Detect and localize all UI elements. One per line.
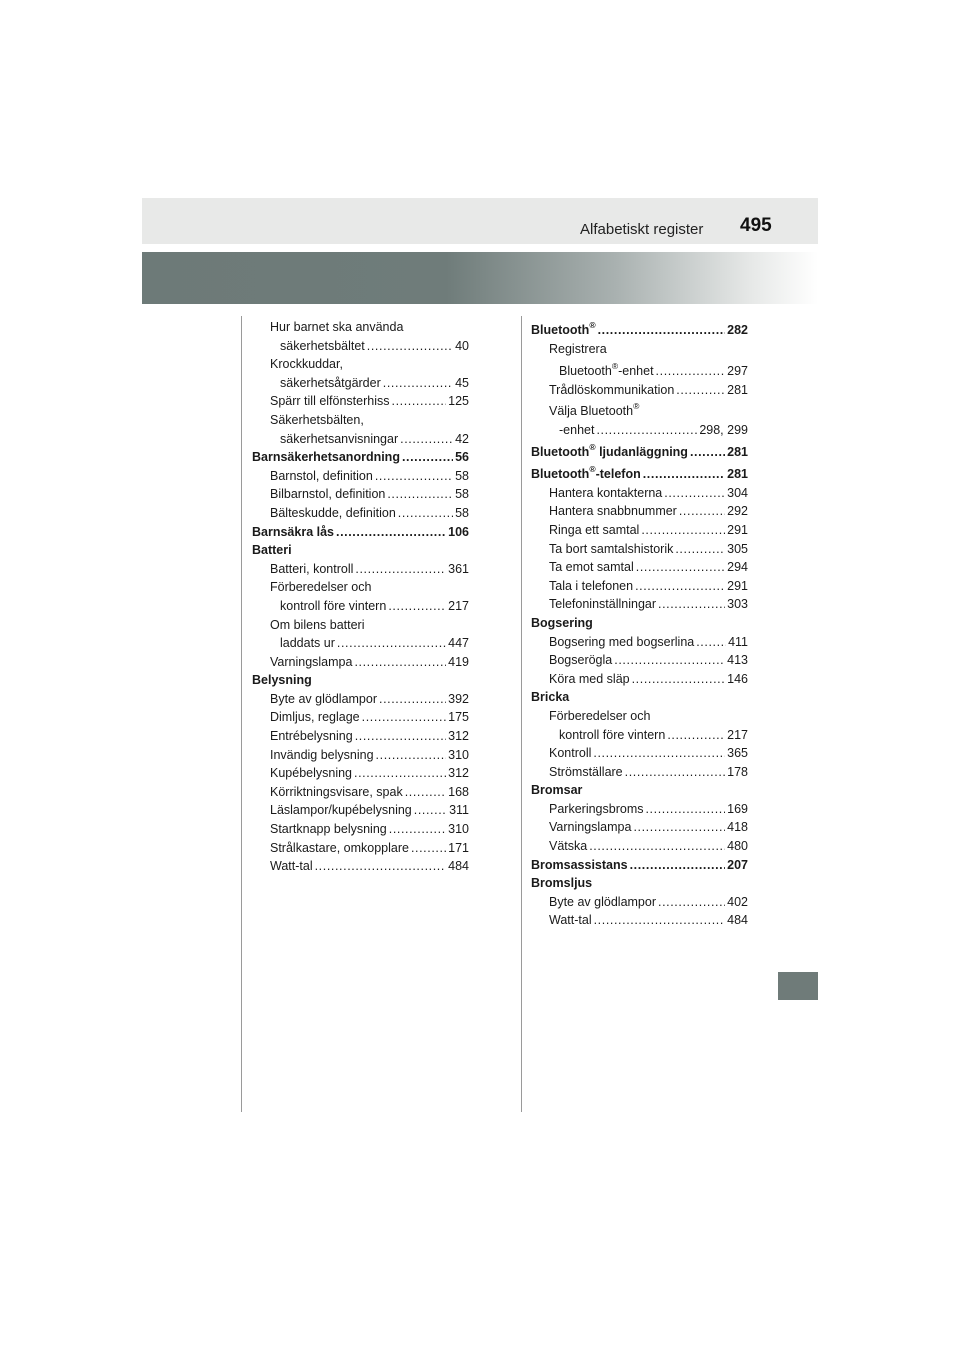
index-entry <box>252 634 469 653</box>
index-entry <box>252 560 469 579</box>
index-entry-text: Bluetooth®-enhet <box>559 360 654 378</box>
index-entry <box>531 595 748 614</box>
index-entry-text: Strålkastare, omkopplare <box>270 840 409 855</box>
index-entry-text: Förberedelser och <box>549 708 651 723</box>
index-entry-text: Läslampor/kupébelysning <box>270 803 412 818</box>
dot-leader <box>362 708 447 727</box>
page-reference: 312 <box>448 766 469 781</box>
index-entry-text: Ta emot samtal <box>549 560 634 575</box>
page-reference: 298, 299 <box>699 423 748 438</box>
index-entry-text: Bälteskudde, definition <box>270 505 396 520</box>
registered-mark: ® <box>611 360 619 371</box>
index-entry <box>252 708 469 727</box>
dot-leader <box>614 651 725 670</box>
dot-leader <box>696 633 726 652</box>
index-entry-text: Bluetooth® ljudanläggning <box>531 441 688 459</box>
page-reference: 282 <box>727 323 748 337</box>
page-reference: 291 <box>727 522 748 537</box>
index-entry-text: säkerhetsåtgärder <box>280 375 381 390</box>
header-bar <box>142 198 818 244</box>
page-reference: 281 <box>727 444 748 459</box>
page-reference: 146 <box>727 671 748 686</box>
index-entry <box>252 541 469 560</box>
index-entry <box>531 521 748 540</box>
index-entry-text: Batteri <box>252 543 292 558</box>
middle-column-rule <box>521 316 522 1112</box>
index-entry-text: Hantera kontakterna <box>549 485 663 500</box>
page-reference: 217 <box>448 598 469 613</box>
index-entry <box>531 874 748 893</box>
index-entry-text: Om bilens batteri <box>270 617 365 632</box>
page-reference: 45 <box>455 375 469 390</box>
dot-leader <box>690 440 725 464</box>
index-entry <box>252 820 469 839</box>
dot-leader <box>354 653 446 672</box>
index-entry <box>531 800 748 819</box>
index-entry-text: Förberedelser och <box>270 580 372 595</box>
dot-leader <box>376 746 447 765</box>
page-reference: 480 <box>727 839 748 854</box>
dot-leader <box>633 818 725 837</box>
index-entry <box>252 671 469 690</box>
index-entry <box>531 421 748 440</box>
index-entry-text: säkerhetsanvisningar <box>280 431 399 446</box>
index-entry <box>252 411 469 430</box>
page-reference: 168 <box>448 784 469 799</box>
dot-leader <box>387 485 453 504</box>
dot-leader <box>402 448 453 467</box>
index-entry-text: Spärr till elfönsterhiss <box>270 394 390 409</box>
index-entry-text: Hantera snabbnummer <box>549 504 677 519</box>
index-entry <box>531 540 748 559</box>
index-entry <box>531 577 748 596</box>
page-reference: 297 <box>727 363 748 378</box>
dot-leader <box>414 801 447 820</box>
index-entry-text: Registrera <box>549 342 607 356</box>
index-entry-text: Varningslampa <box>549 820 632 835</box>
index-entry <box>531 818 748 837</box>
index-entry <box>531 340 748 359</box>
index-entry-text: laddats ur <box>280 636 335 651</box>
index-entry <box>252 857 469 876</box>
dot-leader <box>411 839 446 858</box>
registered-mark: ® <box>589 441 596 452</box>
index-entry <box>531 484 748 503</box>
index-entry-text: -enhet <box>559 423 595 438</box>
index-entry <box>531 763 748 782</box>
page-reference: 58 <box>455 468 469 483</box>
dot-leader <box>315 857 447 876</box>
dot-leader <box>367 337 453 356</box>
page-reference: 411 <box>728 634 748 649</box>
index-entry-text: Byte av glödlampor <box>270 691 378 706</box>
index-entry-text: Bluetooth®-telefon <box>531 463 641 481</box>
index-entry-text: Köra med släp <box>549 671 630 686</box>
index-entry <box>531 688 748 707</box>
dot-leader <box>383 374 453 393</box>
index-entry <box>252 355 469 374</box>
page-reference: 311 <box>449 803 469 818</box>
page-reference: 419 <box>448 654 469 669</box>
index-entry <box>252 839 469 858</box>
index-entry <box>531 893 748 912</box>
index-entry <box>531 707 748 726</box>
index-entry <box>531 726 748 745</box>
index-entry-text: Krockkuddar, <box>270 357 343 372</box>
page-reference: 291 <box>727 578 748 593</box>
dot-leader <box>630 856 726 875</box>
registered-mark: ® <box>633 401 640 412</box>
dot-leader <box>635 577 725 596</box>
index-entry <box>252 430 469 449</box>
index-entry <box>252 783 469 802</box>
page-reference: 310 <box>448 822 469 837</box>
index-entry-text: Barnsäkra lås <box>252 524 335 539</box>
index-entry <box>531 399 748 421</box>
chapter-side-tab <box>778 972 818 1000</box>
index-entry-text: Vätska <box>549 839 588 854</box>
index-entry <box>252 337 469 356</box>
index-entry-text: Bogsering <box>531 615 593 630</box>
index-entry <box>252 374 469 393</box>
page-reference: 361 <box>448 561 469 576</box>
page-reference: 42 <box>455 431 469 446</box>
page-reference: 392 <box>448 691 469 706</box>
dot-leader <box>400 430 453 449</box>
dot-leader <box>667 726 725 745</box>
index-entry <box>252 504 469 523</box>
dot-leader <box>594 911 726 930</box>
index-entry-text: Parkeringsbroms <box>549 801 644 816</box>
page-reference: 418 <box>727 820 748 835</box>
dot-leader <box>636 558 725 577</box>
dot-leader <box>641 521 725 540</box>
index-entry-text: Hur barnet ska använda <box>270 320 404 334</box>
index-entry-text: Välja Bluetooth® <box>549 401 640 419</box>
index-entry-text: Startknapp belysning <box>270 822 387 837</box>
index-entry <box>531 502 748 521</box>
page-reference: 169 <box>727 801 748 816</box>
dot-leader <box>336 523 446 542</box>
dot-leader <box>656 359 726 383</box>
index-entry <box>531 911 748 930</box>
index-entry <box>531 744 748 763</box>
index-entry <box>531 614 748 633</box>
index-entry-text: Bromsljus <box>531 876 593 891</box>
index-entry-text: Byte av glödlampor <box>549 894 657 909</box>
dot-leader <box>598 318 726 342</box>
dot-leader <box>337 634 446 653</box>
index-entry-text: Varningslampa <box>270 654 353 669</box>
page-reference: 171 <box>448 840 469 855</box>
index-column-1 <box>252 318 469 876</box>
index-entry <box>531 651 748 670</box>
index-entry-text: Ringa ett samtal <box>549 522 640 537</box>
page-reference: 175 <box>448 710 469 725</box>
index-entry-text: Bogsering med bogserlina <box>549 634 695 649</box>
index-entry-text: Kupébelysning <box>270 766 353 781</box>
index-entry-text: Barnstol, definition <box>270 468 373 483</box>
index-entry-text: Bromsar <box>531 783 583 798</box>
dot-leader <box>355 560 446 579</box>
index-entry <box>252 653 469 672</box>
dot-leader <box>389 820 446 839</box>
registered-mark: ® <box>589 463 596 474</box>
dot-leader <box>589 837 725 856</box>
page-reference: 294 <box>727 560 748 575</box>
index-entry-text: Strömställare <box>549 764 623 779</box>
dot-leader <box>379 690 446 709</box>
index-entry <box>531 633 748 652</box>
index-entry <box>531 856 748 875</box>
index-entry-text: Bluetooth® <box>531 320 596 337</box>
page-reference: 125 <box>448 394 469 409</box>
index-entry-text: Ta bort samtalshistorik <box>549 541 674 556</box>
index-entry-text: Tala i telefonen <box>549 578 634 593</box>
dot-leader <box>405 783 446 802</box>
dot-leader <box>593 744 725 763</box>
index-entry <box>252 616 469 635</box>
index-entry <box>531 558 748 577</box>
header-gradient-band <box>142 252 818 304</box>
dot-leader <box>632 670 726 689</box>
index-entry <box>252 690 469 709</box>
index-entry-text: Invändig belysning <box>270 747 374 762</box>
page-reference: 281 <box>727 382 748 397</box>
index-entry <box>252 764 469 783</box>
dot-leader <box>658 595 725 614</box>
dot-leader <box>664 484 725 503</box>
dot-leader <box>625 763 726 782</box>
index-entry <box>531 462 748 484</box>
page-reference: 106 <box>448 524 469 539</box>
dot-leader <box>398 504 453 523</box>
index-entry <box>252 318 469 337</box>
index-entry <box>252 578 469 597</box>
dot-leader <box>596 421 697 440</box>
index-entry-text: Dimljus, reglage <box>270 710 360 725</box>
page-reference: 58 <box>455 487 469 502</box>
index-entry-text: Säkerhetsbälten, <box>270 412 364 427</box>
index-entry <box>252 485 469 504</box>
index-entry <box>531 440 748 462</box>
index-entry <box>252 746 469 765</box>
section-title: Alfabetiskt register <box>580 221 704 238</box>
page-reference: 303 <box>727 597 748 612</box>
index-entry-text: kontroll före vintern <box>280 598 387 613</box>
index-entry-text: Kontroll <box>549 746 592 761</box>
page-reference: 484 <box>448 859 469 874</box>
index-entry-text: Bilbarnstol, definition <box>270 487 386 502</box>
index-entry <box>252 467 469 486</box>
index-entry-text: Körriktningsvisare, spak <box>270 784 403 799</box>
dot-leader <box>643 462 725 486</box>
index-entry-text: kontroll före vintern <box>559 727 666 742</box>
page-number: 495 <box>740 215 772 236</box>
index-entry-text: säkerhetsbältet <box>280 338 365 353</box>
page-reference: 178 <box>727 764 748 779</box>
index-column-2 <box>531 318 748 930</box>
page-reference: 40 <box>455 338 469 353</box>
index-entry <box>252 801 469 820</box>
page-reference: 281 <box>727 466 748 481</box>
registered-mark: ® <box>589 320 596 330</box>
index-entry-text: Watt-tal <box>549 913 592 928</box>
left-column-rule <box>241 316 242 1112</box>
index-entry <box>252 523 469 542</box>
page-reference: 207 <box>727 857 748 872</box>
page-reference: 217 <box>727 727 748 742</box>
index-entry <box>252 727 469 746</box>
page-reference: 447 <box>448 636 469 651</box>
dot-leader <box>392 392 447 411</box>
index-entry-text: Belysning <box>252 673 312 688</box>
page-reference: 413 <box>727 653 748 668</box>
index-entry <box>531 381 748 400</box>
page-reference: 56 <box>455 450 469 465</box>
dot-leader <box>375 467 453 486</box>
index-entry <box>252 448 469 467</box>
index-entry-text: Bricka <box>531 690 570 705</box>
page-reference: 304 <box>727 485 748 500</box>
index-entry-text: Bromsassistans <box>531 857 628 872</box>
dot-leader <box>676 381 725 400</box>
index-entry <box>531 837 748 856</box>
page-reference: 312 <box>448 729 469 744</box>
index-entry-text: Barnsäkerhetsanordning <box>252 450 400 465</box>
index-entry <box>531 359 748 381</box>
index-entry-text: Telefoninställningar <box>549 597 657 612</box>
index-entry-text: Watt-tal <box>270 859 313 874</box>
index-entry <box>531 670 748 689</box>
index-entry-text: Entrébelysning <box>270 729 353 744</box>
page-reference: 305 <box>727 541 748 556</box>
index-entry-text: Bogserögla <box>549 653 613 668</box>
page-reference: 292 <box>727 504 748 519</box>
dot-leader <box>354 764 446 783</box>
dot-leader <box>355 727 446 746</box>
dot-leader <box>658 893 725 912</box>
dot-leader <box>679 502 725 521</box>
page-reference: 402 <box>727 894 748 909</box>
index-entry-text: Batteri, kontroll <box>270 561 354 576</box>
dot-leader <box>645 800 725 819</box>
page-reference: 484 <box>727 913 748 928</box>
dot-leader <box>675 540 725 559</box>
page-reference: 365 <box>727 746 748 761</box>
page-reference: 310 <box>448 747 469 762</box>
index-entry <box>531 781 748 800</box>
index-entry <box>531 318 748 340</box>
index-entry <box>252 597 469 616</box>
index-entry <box>252 392 469 411</box>
page-reference: 58 <box>455 505 469 520</box>
dot-leader <box>388 597 446 616</box>
index-entry-text: Trådlöskommunikation <box>549 382 675 397</box>
